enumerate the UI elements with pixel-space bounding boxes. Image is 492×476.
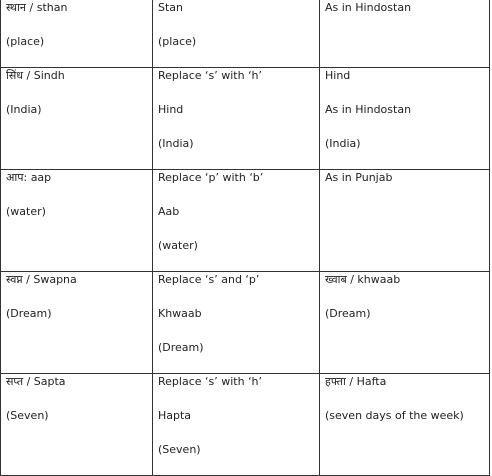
table-row — [1, 272, 490, 374]
rule-cell — [153, 272, 320, 374]
cell-text: (Dream) — [325, 307, 371, 320]
cell-text: Hind — [325, 69, 351, 82]
cell-text: (water) — [158, 239, 198, 252]
table-row — [1, 0, 490, 68]
cell-text: (India) — [158, 137, 194, 150]
table-row — [1, 68, 490, 170]
cell-text: Replace ‘s’ and ‘p’ — [158, 273, 260, 286]
cell-text: सप्त / Sapta — [6, 375, 66, 388]
table-row — [1, 170, 490, 272]
example-cell — [320, 68, 490, 170]
cell-text: (seven days of the week) — [325, 409, 464, 422]
rule-cell — [153, 68, 320, 170]
cell-text: Replace ‘s’ with ‘h’ — [158, 375, 263, 388]
example-cell — [320, 170, 490, 272]
cell-text: Aab — [158, 205, 180, 218]
example-cell — [320, 0, 490, 68]
cell-text: स्वप्न / Swapna — [6, 273, 77, 286]
cell-text: (India) — [6, 103, 42, 116]
original-word-cell — [1, 0, 153, 68]
cell-text: (place) — [158, 35, 197, 48]
cell-text: स्थान / sthan — [6, 1, 68, 14]
rule-cell — [153, 170, 320, 272]
original-word-cell — [1, 68, 153, 170]
example-cell — [320, 272, 490, 374]
cell-text: As in Hindostan — [325, 103, 412, 116]
cell-text: (Dream) — [6, 307, 52, 320]
cell-text: Replace ‘s’ with ‘h’ — [158, 69, 263, 82]
cell-text: (water) — [6, 205, 46, 218]
cell-text: As in Hindostan — [325, 1, 412, 14]
example-cell — [320, 374, 490, 476]
cell-text: (place) — [6, 35, 45, 48]
cell-text: (Seven) — [158, 443, 201, 456]
table-row — [1, 374, 490, 476]
cell-text: सिंध / Sindh — [6, 69, 65, 82]
cell-text: Replace ‘p’ with ‘b’ — [158, 171, 264, 184]
rule-cell — [153, 0, 320, 68]
original-word-cell — [1, 272, 153, 374]
cell-text: ख्वाब / khwaab — [325, 273, 401, 286]
cell-text: (India) — [325, 137, 361, 150]
cell-text: (Seven) — [6, 409, 49, 422]
cell-text: As in Punjab — [325, 171, 393, 184]
cell-text: Hapta — [158, 409, 192, 422]
original-word-cell — [1, 374, 153, 476]
cell-text: आप: aap — [6, 171, 52, 184]
cell-text: Hind — [158, 103, 184, 116]
cell-text: Stan — [158, 1, 184, 14]
cell-text: (Dream) — [158, 341, 204, 354]
original-word-cell — [1, 170, 153, 272]
cell-text: Khwaab — [158, 307, 202, 320]
rule-cell — [153, 374, 320, 476]
cell-text: हफ्ता / Hafta — [325, 375, 387, 388]
